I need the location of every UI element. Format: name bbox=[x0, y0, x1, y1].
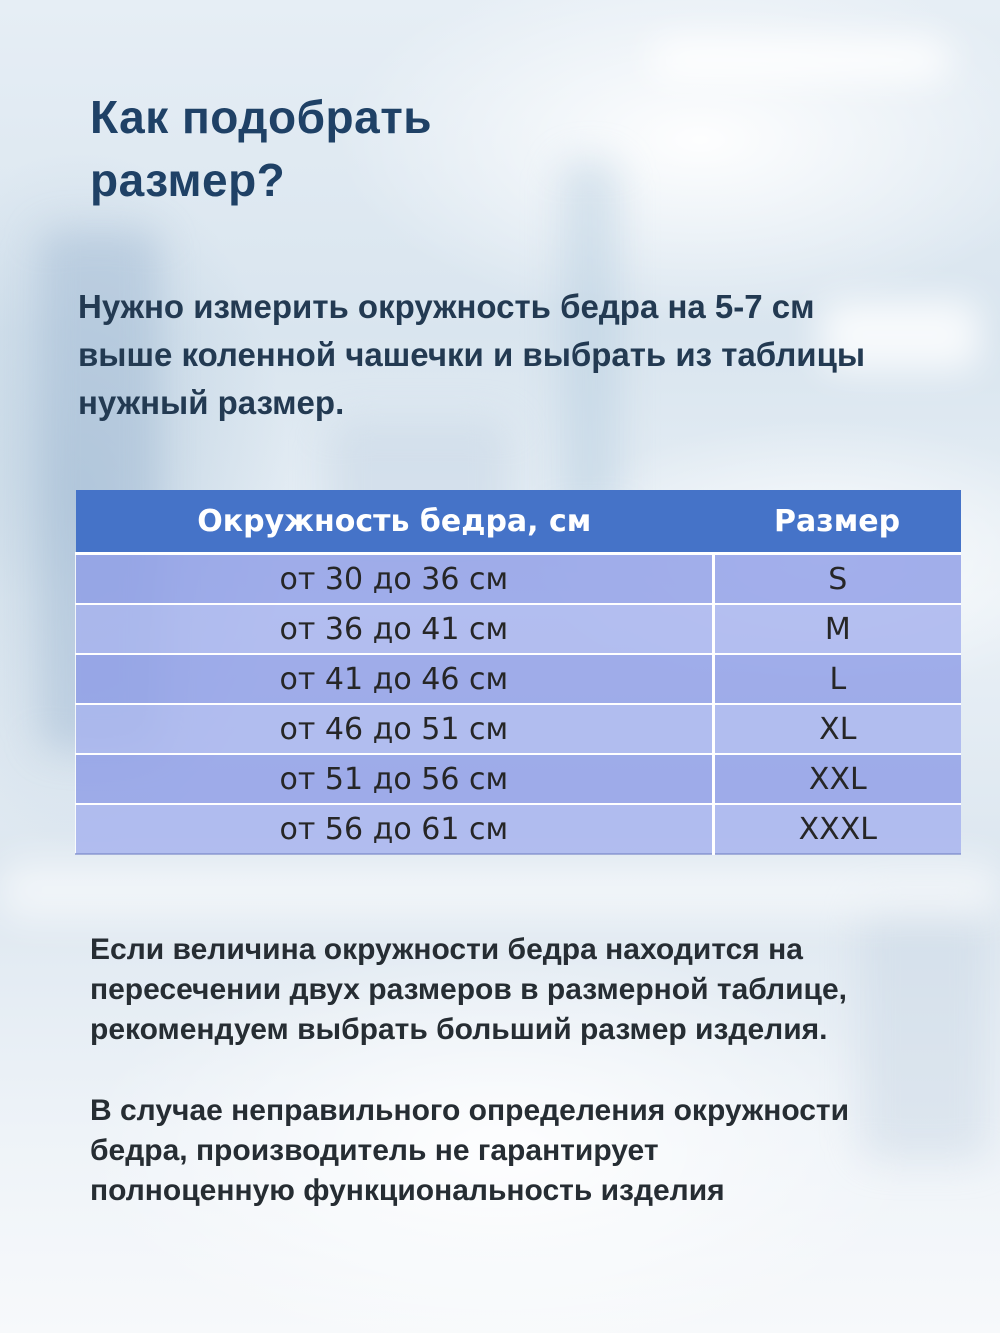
cell-girth: от 46 до 51 см bbox=[76, 704, 714, 754]
intro-line: выше коленной чашечки и выбрать из таблицы bbox=[78, 336, 866, 373]
note-warranty bbox=[90, 1091, 950, 1211]
note-line: рекомендуем выбрать больший размер изделия. bbox=[90, 1013, 828, 1046]
intro-text bbox=[78, 283, 978, 427]
table-row bbox=[76, 704, 962, 754]
page-title bbox=[90, 86, 690, 212]
cell-size: S bbox=[713, 554, 961, 605]
cell-girth: от 30 до 36 см bbox=[76, 554, 714, 605]
note-line: Если величина окружности бедра находится на bbox=[90, 933, 803, 966]
table-header-row bbox=[76, 490, 962, 554]
size-table bbox=[75, 490, 961, 855]
note-line: В случае неправильного определения окружности bbox=[90, 1094, 850, 1127]
cell-size: M bbox=[713, 604, 961, 654]
header-girth: Окружность бедра, см bbox=[76, 490, 714, 554]
cell-girth: от 36 до 41 см bbox=[76, 604, 714, 654]
cell-size: L bbox=[713, 654, 961, 704]
header-size: Размер bbox=[713, 490, 961, 554]
cell-size: XXL bbox=[713, 754, 961, 804]
note-line: бедра, производитель не гарантирует bbox=[90, 1134, 659, 1167]
title-line: Как подобрать bbox=[90, 91, 432, 143]
background-blur-shape bbox=[0, 860, 1000, 920]
title-line: размер? bbox=[90, 154, 286, 206]
cell-girth: от 41 до 46 см bbox=[76, 654, 714, 704]
table-row bbox=[76, 604, 962, 654]
background-blur-shape bbox=[650, 40, 950, 80]
intro-line: нужный размер. bbox=[78, 384, 345, 421]
note-line: полноценную функциональность изделия bbox=[90, 1174, 725, 1207]
cell-size: XL bbox=[713, 704, 961, 754]
cell-girth: от 56 до 61 см bbox=[76, 804, 714, 854]
intro-line: Нужно измерить окружность бедра на 5-7 см bbox=[78, 288, 815, 325]
cell-size: XXXL bbox=[713, 804, 961, 854]
table-row bbox=[76, 754, 962, 804]
cell-girth: от 51 до 56 см bbox=[76, 754, 714, 804]
note-size-intersection bbox=[90, 930, 950, 1050]
table-row bbox=[76, 554, 962, 605]
table-row bbox=[76, 654, 962, 704]
table-row bbox=[76, 804, 962, 854]
note-line: пересечении двух размеров в размерной таблице, bbox=[90, 973, 848, 1006]
